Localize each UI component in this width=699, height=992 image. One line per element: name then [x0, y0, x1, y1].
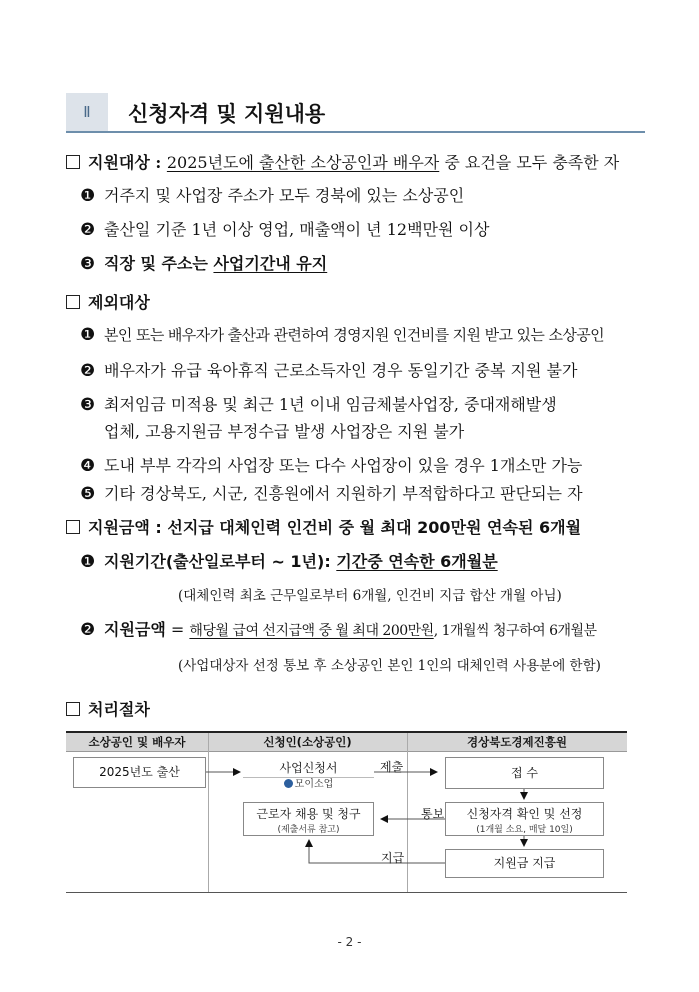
column-header: 신청인(소상공인): [263, 735, 352, 749]
pay-label: 지급: [381, 851, 405, 865]
submit-label: 제출: [380, 760, 404, 774]
section-number: Ⅱ: [66, 93, 108, 131]
eligibility-item: ❶ 거주지 및 사업장 주소가 모두 경북에 있는 소상공인: [80, 186, 465, 206]
select-box: 신청자격 확인 및 선정 (1개월 소요, 매달 10일): [445, 802, 604, 836]
exclusion-item: ❷ 배우자가 유급 육아휴직 근로소득자인 경우 동일기간 중복 지원 불가: [80, 361, 578, 381]
application-box: 사업신청서 모이소업: [243, 757, 374, 789]
hire-box: 근로자 채용 및 청구 (제출서류 참고): [243, 802, 374, 836]
amount-heading: 지원금액 : 선지급 대체인력 인건비 중 월 최대 200만원 연속된 6개월: [66, 515, 581, 538]
exclusion-item: ❹ 도내 부부 각각의 사업장 또는 다수 사업장이 있을 경우 1개소만 가능: [80, 456, 583, 476]
amount-note: (대체인력 최초 근무일로부터 6개월, 인건비 지급 합산 개월 아님): [178, 588, 562, 604]
column-header: 경상북도경제진흥원: [467, 735, 567, 749]
eligibility-item: ❷ 출산일 기준 1년 이상 영업, 매출액이 년 12백만원 이상: [80, 220, 490, 240]
amount-item: ❶ 지원기간(출산일로부터 ~ 1년): 기간중 연속한 6개월분: [80, 552, 498, 572]
exclusion-item: ❸ 최저임금 미적용 및 최근 1년 이내 임금체불사업장, 중대재해발생: [80, 395, 557, 415]
eligibility-item: ❸ 직장 및 주소는 사업기간내 유지: [80, 254, 328, 274]
birth-box: 2025년도 출산: [73, 757, 206, 788]
arrow-pay: [309, 840, 445, 863]
page-number: - 2 -: [337, 935, 362, 949]
exclusion-item: ❺ 기타 경상북도, 시군, 진흥원에서 지원하기 부적합하다고 판단되는 자: [80, 484, 583, 504]
section-title: 신청자격 및 지원내용: [128, 102, 326, 126]
moisoap-logo-icon: [284, 779, 293, 788]
exclusion-item: ❶ 본인 또는 배우자가 출산과 관련하여 경영지원 인건비를 지원 받고 있는 소상공인: [80, 325, 605, 345]
amount-item: ❷ 지원금액 = 해당월 급여 선지급액 중 월 최대 200만원, 1개월씩 청구하여 6개월분: [80, 620, 597, 640]
pay-box: 지원금 지급: [445, 849, 604, 878]
exclusion-item-cont: 업체, 고용지원금 부정수급 발생 사업장은 지원 불가: [104, 422, 465, 441]
exclusion-heading: 제외대상: [66, 290, 150, 313]
column-header: 소상공인 및 배우자: [88, 735, 186, 749]
amount-note: (사업대상자 선정 통보 후 소상공인 본인 1인의 대체인력 사용분에 한함): [178, 658, 601, 674]
eligibility-heading: 지원대상 : 2025년도에 출산한 소상공인과 배우자 중 요건을 모두 충족한 자: [66, 150, 619, 173]
procedure-heading: 처리절차: [66, 697, 150, 720]
receipt-box: 접 수: [445, 757, 604, 789]
notify-label: 통보: [421, 807, 445, 821]
